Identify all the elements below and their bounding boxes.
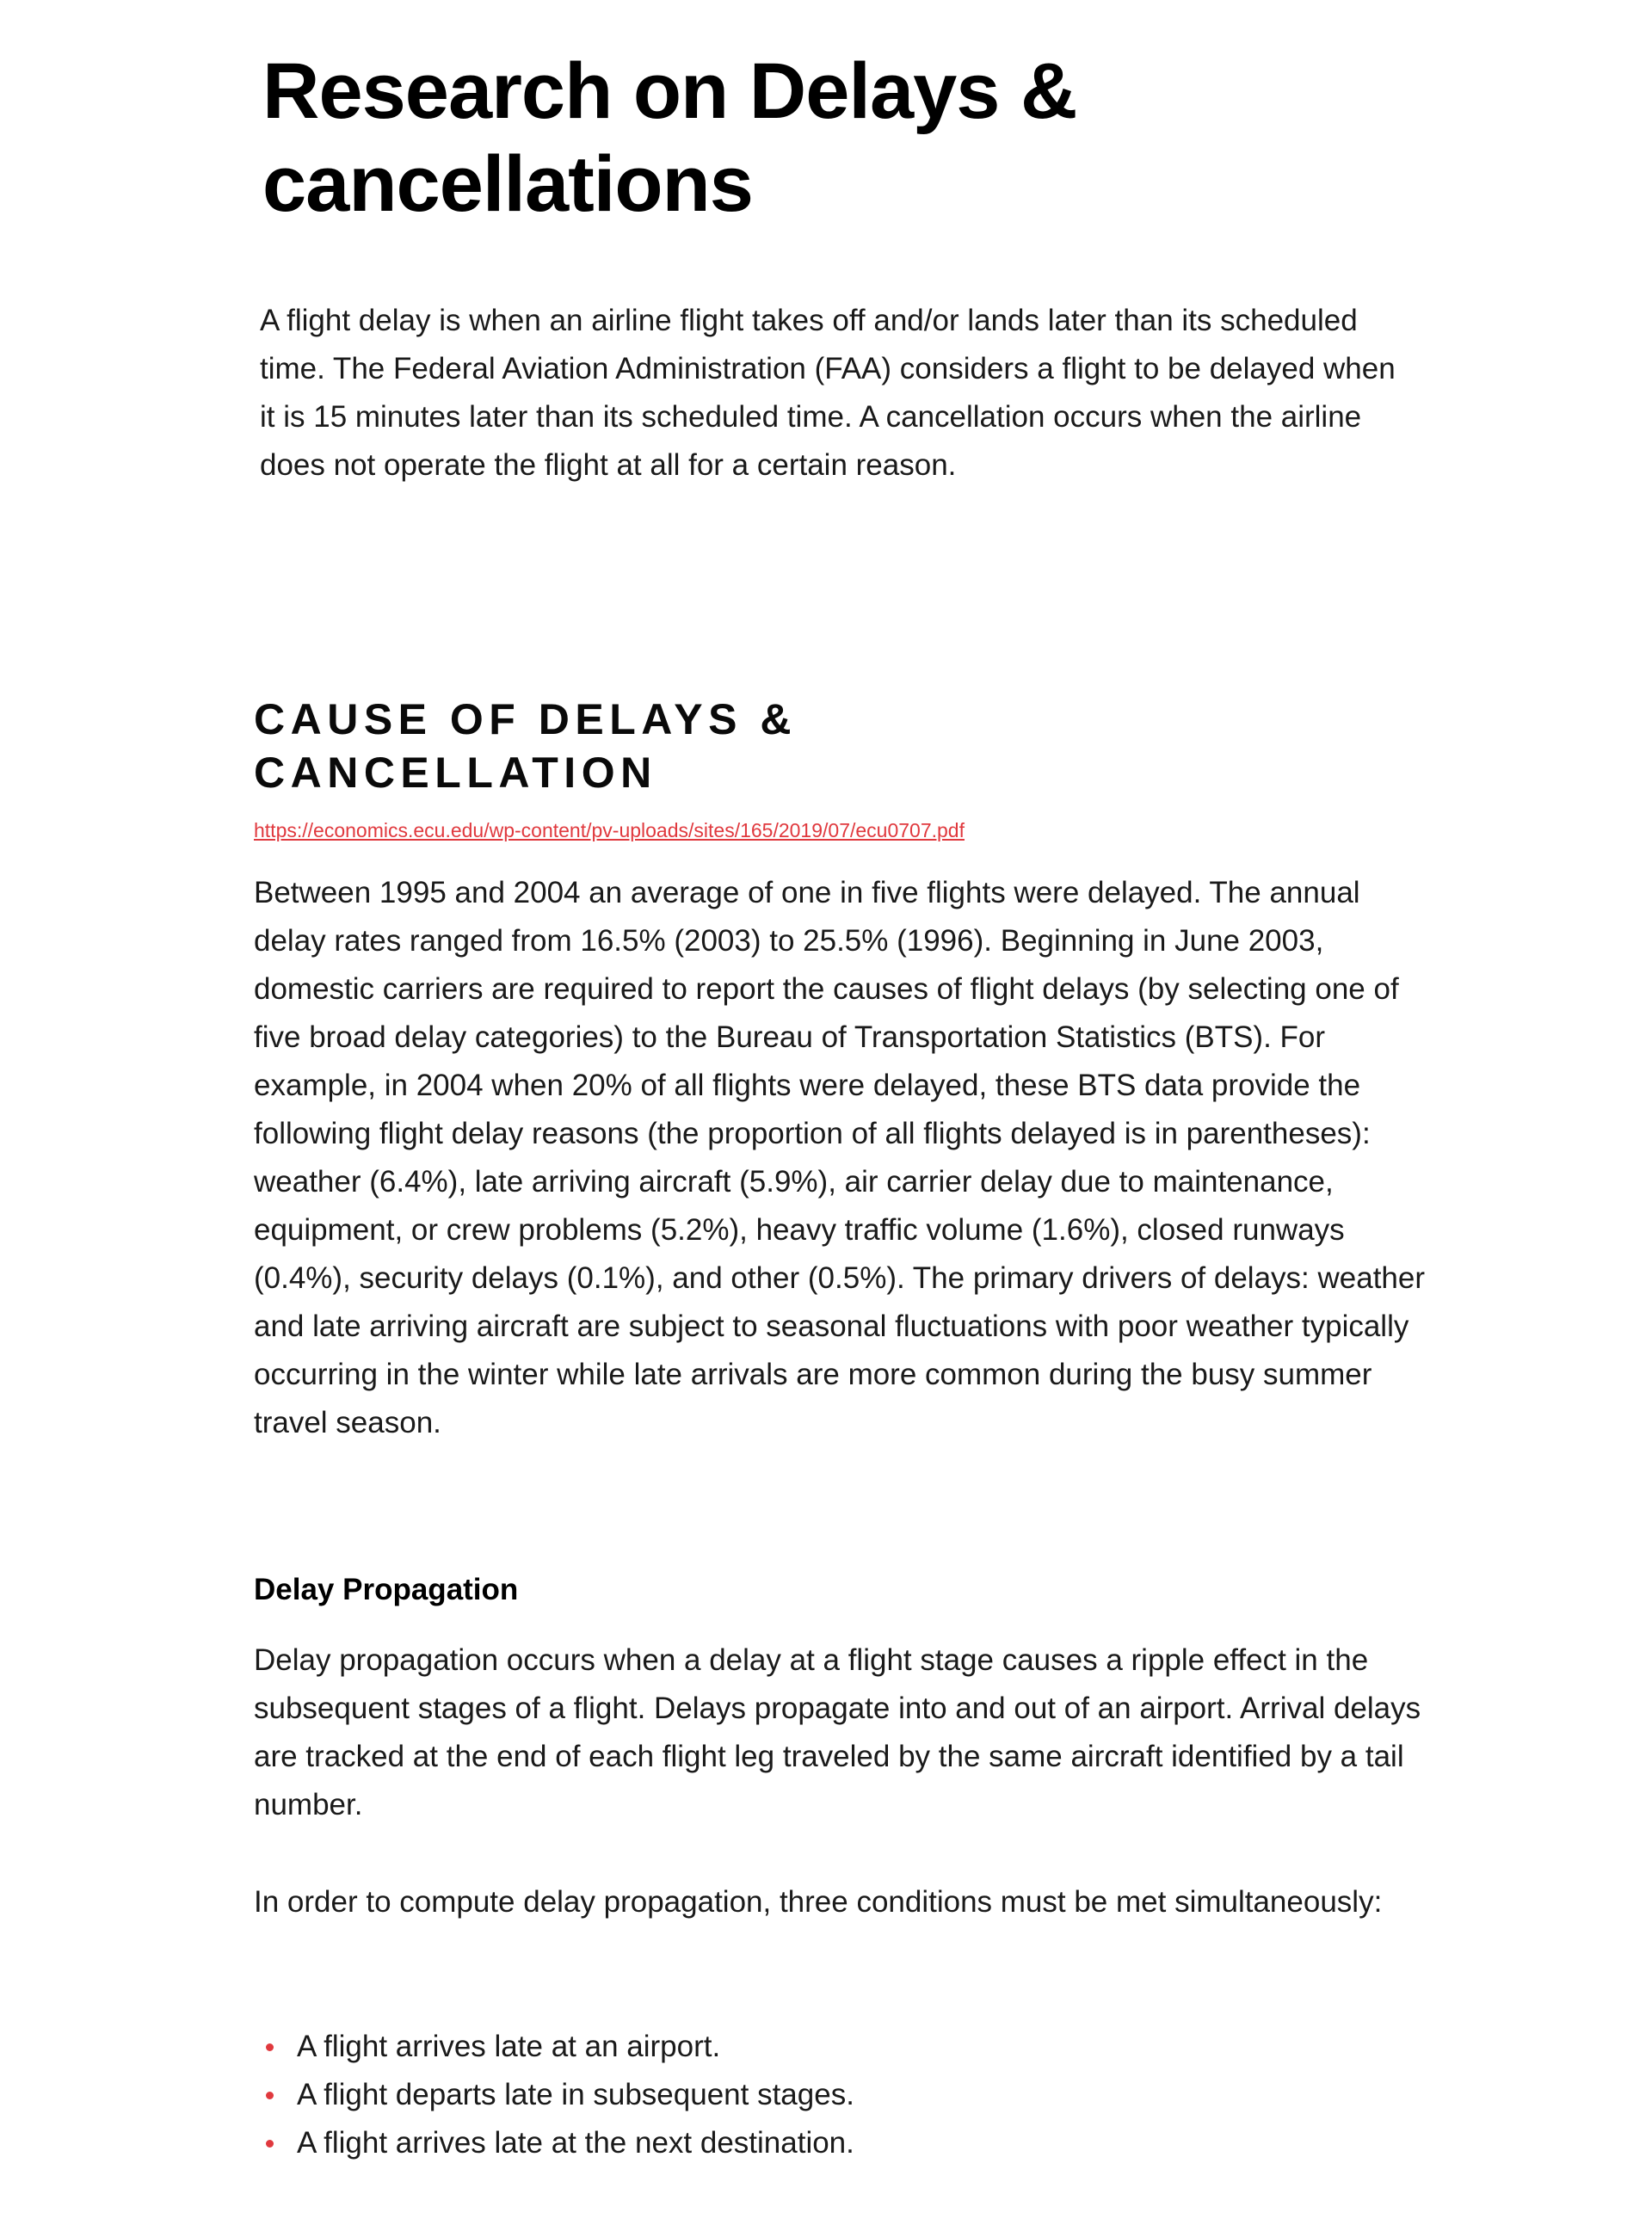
bullet-dot-icon: [266, 2092, 274, 2099]
list-item: [254, 2119, 1433, 2167]
cause-heading-line-1: CAUSE OF DELAYS &: [254, 695, 797, 743]
source-link[interactable]: https://economics.ecu.edu/wp-content/pv-uploads/sites/165/2019/07/ecu0707.pdf: [254, 819, 965, 841]
conditions-list: [254, 2023, 1433, 2167]
page-title: [262, 45, 1209, 231]
cause-paragraph: Between 1995 and 2004 an average of one in five flights were delayed. The annual delay rates ranged from 16.5% (2003) to 25.5% (1996). Beginning in June 2003, domestic carriers are required to report the causes of flight delays (by selecting one of five broad delay categories) to the Bureau of Transportation Statistics (BTS). For example, in 2004 when 20% of all flights were delayed, these BTS data provide the following flight delay reasons (the proportion of all flights delayed is in parentheses): weather (6.4%), late arriving aircraft (5.9%), air carrier delay due to maintenance, equipment, or crew problems (5.2%), heavy traffic volume (1.6%), closed runways (0.4%), security delays (0.1%), and other (0.5%). The primary drivers of delays: weather and late arriving aircraft are subject to seasonal fluctuations with poor weather typically occurring in the winter while late arrivals are more common during the busy summer travel season.: [254, 876, 1426, 1439]
bullet-dot-icon: [266, 2140, 274, 2148]
intro-paragraph: A flight delay is when an airline flight takes off and/or lands later than its scheduled time. The Federal Aviation Administration (FAA) considers a flight to be delayed when it is 15 minutes later than its scheduled time. A cancellation occurs when the airline does not operate the flight at all for a certain reason.: [260, 304, 1396, 482]
list-item-text: A flight arrives late at an airport.: [297, 2030, 721, 2063]
cause-heading-line-2: CANCELLATION: [254, 749, 657, 797]
delay-propagation-heading: Delay Propagation: [254, 1573, 519, 1606]
conditions-intro: In order to compute delay propagation, three conditions must be met simultaneously:: [254, 1885, 1383, 1919]
list-item-text: A flight departs late in subsequent stages.: [297, 2078, 854, 2111]
page-title-line-2: cancellations: [262, 140, 753, 228]
delay-propagation-paragraph: Delay propagation occurs when a delay at a flight stage causes a ripple effect in the subsequent stages of a flight. Delays propagate into and out of an airport. Arrival delays are tracked at the end of each flight leg traveled by the same aircraft identified by a tail number.: [254, 1643, 1421, 1821]
page-title-line-1: Research on Delays &: [262, 47, 1077, 135]
list-item: [254, 2023, 1433, 2071]
list-item-text: A flight arrives late at the next destination.: [297, 2126, 854, 2160]
list-item: [254, 2071, 1433, 2119]
cause-section-heading: [254, 693, 1114, 799]
bullet-dot-icon: [266, 2043, 274, 2051]
